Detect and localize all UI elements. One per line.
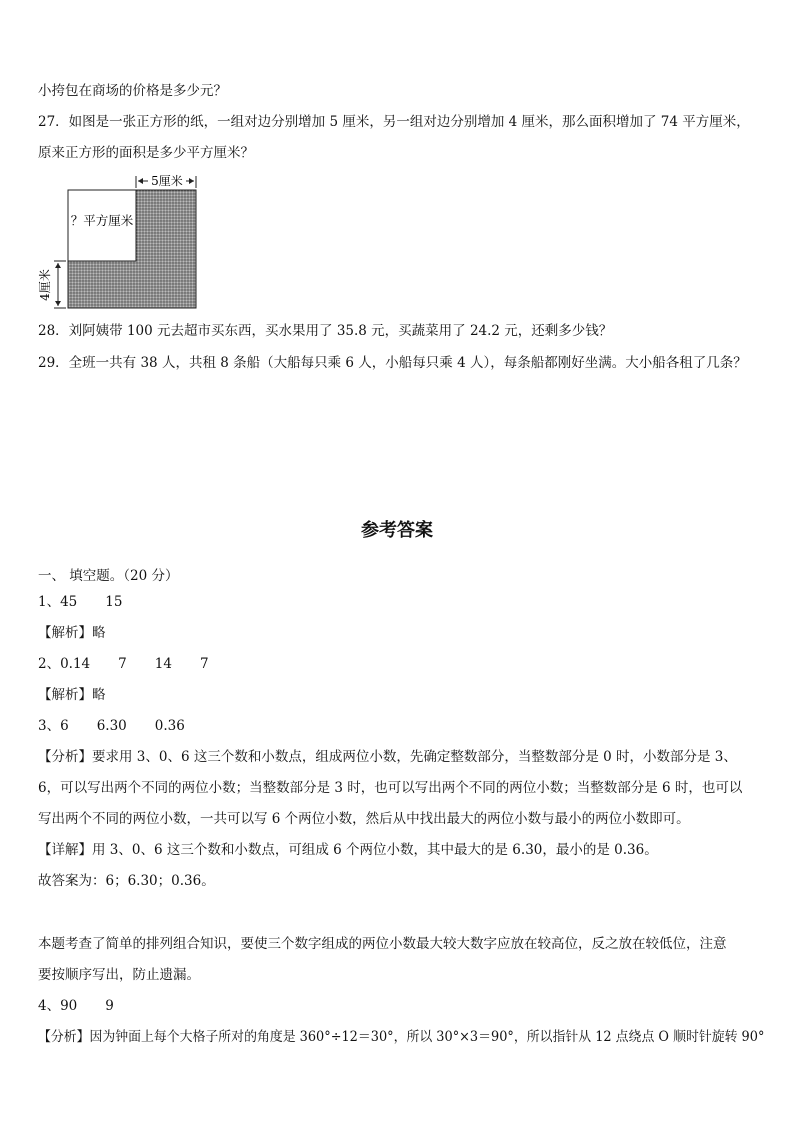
answer-3-analysis-1: 【分析】要求用 3、0、6 这三个数和小数点，组成两位小数，先确定整数部分，当整数部分是 0 时，小数部分是 3、	[38, 749, 737, 765]
answer-2-note: 【解析】略	[38, 687, 106, 703]
answer-3-summary-2: 要按顺序写出，防止遗漏。	[38, 967, 200, 983]
answer-2	[38, 655, 209, 673]
side-dimension-label: 4厘米	[38, 269, 52, 301]
answer-3-value: 3、6	[38, 718, 69, 734]
answer-3-value-2: 6.30	[96, 718, 127, 734]
answer-1-value-2: 15	[105, 594, 123, 610]
top-dimension-label: 5厘米	[151, 174, 183, 188]
answer-2-value-3: 14	[154, 656, 172, 672]
question-27-line2: 原来正方形的面积是多少平方厘米？	[38, 145, 254, 161]
answer-3-analysis-2: 6，可以写出两个不同的两位小数；当整数部分是 3 时，也可以写出两个不同的两位小数；当整数部分是 6 时，也可以	[38, 780, 743, 796]
answer-4-value: 4、90	[38, 998, 78, 1014]
answer-4-analysis: 【分析】因为钟面上每个大格子所对的角度是 360°÷12＝30°，所以 30°×3＝90°，所以指针从 12 点绕点 O 顺时针旋转 90°	[38, 1029, 765, 1045]
answers-title: 参考答案	[361, 520, 433, 541]
answer-2-value-4: 7	[199, 656, 209, 672]
answer-3-analysis-3: 写出两个不同的两位小数，一共可以写 6 个两位小数，然后从中找出最大的两位小数与最小的两位小数即可。	[38, 811, 690, 827]
answer-3	[38, 717, 185, 735]
question-29: 29．全班一共有 38 人，共租 8 条船（大船每只乘 6 人，小船每只乘 4 人），每条船都刚好坐满。大小船各租了几条？	[38, 355, 747, 371]
section-heading: 一、 填空题。（20 分）	[38, 568, 179, 584]
answer-1-value: 1、45	[38, 594, 78, 610]
question-26-tail: 小挎包在商场的价格是多少元？	[38, 83, 227, 99]
answer-3-summary-1: 本题考查了简单的排列组合知识，要使三个数字组成的两位小数最大较大数字应放在较高位，反之放在较低位，注意	[38, 936, 727, 952]
answer-1-note: 【解析】略	[38, 625, 106, 641]
answer-1	[38, 593, 122, 611]
answer-3-final: 故答案为：6；6.30；0.36。	[38, 873, 215, 889]
answer-2-value: 2、0.14	[38, 656, 91, 672]
answer-3-value-3: 0.36	[154, 718, 185, 734]
question-28: 28．刘阿姨带 100 元去超市买东西，买水果用了 35.8 元，买蔬菜用了 24.2 元，还剩多少钱？	[38, 323, 613, 339]
answer-4	[38, 997, 114, 1015]
square-area-figure	[34, 172, 204, 314]
answer-4-value-2: 9	[105, 998, 114, 1014]
unknown-area-label: ？平方厘米	[70, 213, 134, 228]
question-27-line1: 27．如图是一张正方形的纸，一组对边分别增加 5 厘米，另一组对边分别增加 4 厘米，那么面积增加了 74 平方厘米，	[38, 114, 750, 130]
answer-2-value-2: 7	[118, 656, 127, 672]
answer-3-detail: 【详解】用 3、0、6 这三个数和小数点，可组成 6 个两位小数，其中最大的是 6.30，最小的是 0.36。	[38, 842, 658, 858]
